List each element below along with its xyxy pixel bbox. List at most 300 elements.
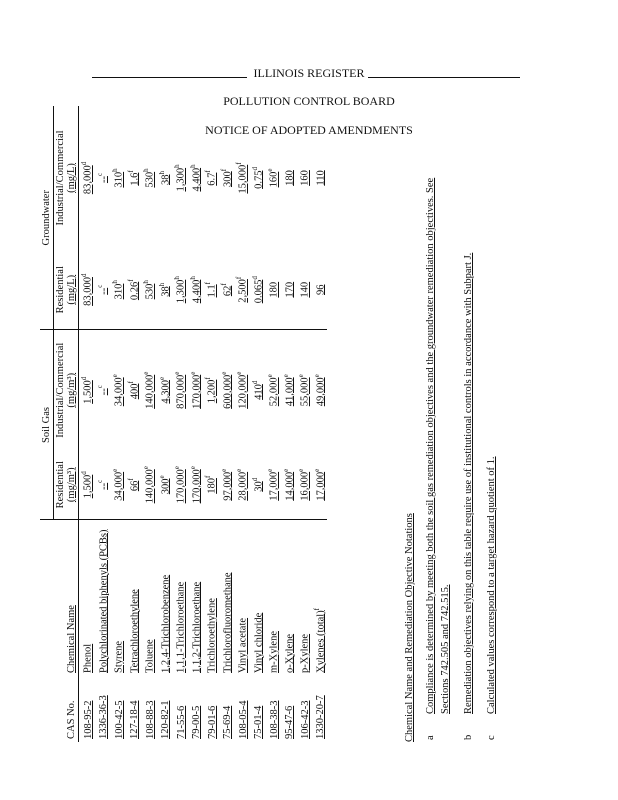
cas-cell-text: 108-95-2 bbox=[82, 700, 94, 739]
sg-industrial-cell-text: 410 bbox=[253, 384, 264, 400]
gw-industrial-cell-text: 1.6 bbox=[129, 172, 140, 186]
gw-industrial-cell bbox=[219, 106, 235, 250]
gw-residential-cell-text: 62 bbox=[222, 285, 233, 297]
gw-industrial-cell-footnote: h bbox=[173, 164, 181, 168]
gw-residential-cell-footnote: h bbox=[173, 276, 181, 280]
sg-residential-cell-footnote: e bbox=[173, 466, 181, 470]
sg-industrial-unit: (mg/m³) bbox=[66, 372, 77, 408]
cas-cell-text: 71-55-6 bbox=[175, 705, 187, 739]
sg-industrial-cell-footnote: e bbox=[219, 371, 228, 375]
cas-cell bbox=[219, 676, 235, 742]
table-row bbox=[188, 106, 204, 742]
gw-residential-cell-footnote: f bbox=[204, 282, 212, 285]
gw-residential-label: Residential bbox=[55, 266, 66, 314]
gw-industrial-cell-text: 6.7 bbox=[206, 172, 218, 186]
cas-cell-text: 1336-36-3 bbox=[98, 695, 109, 739]
gw-residential-cell-text: -- bbox=[98, 287, 109, 295]
table-row bbox=[250, 106, 266, 742]
gw-residential-cell-footnote: h bbox=[111, 280, 119, 284]
note-mark: b bbox=[463, 734, 474, 740]
sg-residential-cell-text: 170,000 bbox=[191, 469, 202, 504]
sg-residential-cell-text: 97,000 bbox=[222, 471, 233, 501]
gw-residential-cell-text: 4,400 bbox=[191, 279, 202, 304]
sg-industrial-cell bbox=[234, 330, 250, 450]
table-row bbox=[157, 106, 173, 742]
cas-cell-text: 79-01-6 bbox=[206, 705, 218, 739]
sg-industrial-cell bbox=[312, 330, 328, 450]
gw-industrial-cell bbox=[234, 106, 250, 250]
cas-cell bbox=[281, 676, 297, 742]
gw-residential-cell-text: 83,000 bbox=[82, 277, 94, 306]
gw-residential-cell bbox=[296, 250, 312, 330]
sg-residential-cell-footnote: e bbox=[266, 468, 274, 472]
gw-industrial-cell-text: 530 bbox=[144, 171, 156, 188]
table-row bbox=[219, 106, 235, 742]
gw-residential-cell-text: 0.26 bbox=[129, 281, 140, 301]
sg-residential-cell-text: 16,000 bbox=[299, 471, 311, 501]
gw-industrial-cell bbox=[141, 106, 157, 250]
chemical-name-header-text: Chemical Name bbox=[66, 605, 77, 673]
note-text: Compliance is determined by meeting both the soil gas remediation objectives and the groundwater remediation objectives. See Sections 742.505 and 742.515. bbox=[425, 177, 451, 714]
sg-residential-cell-footnote: e bbox=[219, 468, 228, 472]
gw-industrial-cell-text: 180 bbox=[284, 170, 295, 186]
gw-industrial-label: Industrial/Commercial bbox=[55, 130, 66, 226]
gw-residential-cell-footnote: h bbox=[188, 276, 197, 280]
sg-residential-cell-footnote: c bbox=[95, 479, 104, 483]
gw-industrial-cell bbox=[157, 106, 173, 250]
sg-residential-cell-footnote: e bbox=[297, 468, 305, 472]
chemical-name-cell bbox=[172, 520, 188, 676]
chemical-name-cell-text: Trichloroethylene bbox=[206, 598, 218, 673]
gw-residential-header bbox=[54, 250, 79, 330]
chemical-name-cell-text: Polychlorinated biphenyls (PCBs) bbox=[98, 529, 109, 673]
chemical-name-cell-text: Styrene bbox=[113, 640, 125, 673]
sg-industrial-cell-footnote: e bbox=[111, 374, 119, 378]
sg-residential-cell-footnote: e bbox=[111, 468, 119, 472]
table-row bbox=[110, 106, 126, 742]
sg-industrial-cell-text: 49,000 bbox=[315, 377, 326, 407]
sg-industrial-cell bbox=[296, 330, 312, 450]
gw-residential-unit: (mg/L) bbox=[66, 274, 77, 305]
cas-cell-text: 75-69-4 bbox=[222, 705, 233, 739]
sg-residential-cell-footnote: f bbox=[126, 478, 135, 481]
notes-list bbox=[423, 142, 499, 742]
sg-residential-cell-text: 17,000 bbox=[315, 471, 326, 501]
sg-industrial-cell bbox=[110, 330, 126, 450]
chemical-name-cell-text: 1,2,4-Trichlorobenzene bbox=[160, 574, 171, 673]
sg-industrial-cell-footnote: e bbox=[157, 376, 166, 380]
chemical-name-cell bbox=[250, 520, 266, 676]
cas-cell-text: 95-47-6 bbox=[284, 705, 295, 739]
sg-residential-label: Residential bbox=[55, 461, 66, 509]
gw-industrial-cell-footnote: e bbox=[266, 168, 274, 172]
note-item bbox=[461, 142, 476, 742]
cas-cell bbox=[110, 676, 126, 742]
chemical-name-cell bbox=[296, 520, 312, 676]
sg-industrial-cell-footnote: e bbox=[281, 374, 290, 378]
sg-residential-cell-footnote: e bbox=[281, 468, 290, 472]
gw-industrial-cell-text: 310 bbox=[113, 171, 125, 188]
gw-industrial-cell bbox=[250, 106, 266, 250]
sg-residential-cell bbox=[188, 450, 204, 520]
gw-industrial-cell bbox=[312, 106, 328, 250]
gw-industrial-cell-footnote: h bbox=[142, 168, 150, 172]
remediation-table bbox=[40, 106, 327, 742]
gw-industrial-cell bbox=[203, 106, 219, 250]
gw-industrial-cell-text: 15,000 bbox=[237, 164, 249, 194]
gw-residential-cell bbox=[281, 250, 297, 330]
gw-industrial-cell-text: 110 bbox=[315, 170, 326, 186]
gw-industrial-cell bbox=[110, 106, 126, 250]
sg-residential-cell bbox=[157, 450, 173, 520]
cas-cell-text: 79-00-5 bbox=[191, 705, 202, 739]
chemical-name-cell-text: Trichlorofluoromethane bbox=[222, 572, 233, 673]
sg-residential-cell-text: 180 bbox=[206, 478, 218, 494]
notes-heading bbox=[402, 142, 417, 742]
gw-residential-cell-text: 1.1 bbox=[206, 284, 218, 298]
sg-industrial-cell bbox=[265, 330, 281, 450]
sg-industrial-cell-footnote: c bbox=[95, 385, 104, 389]
gw-residential-cell bbox=[110, 250, 126, 330]
sg-residential-cell-footnote: d bbox=[80, 471, 88, 475]
gw-industrial-cell-text: 300 bbox=[222, 171, 233, 188]
cas-cell bbox=[172, 676, 188, 742]
gw-residential-cell-text: 180 bbox=[268, 281, 280, 298]
sg-residential-cell bbox=[250, 450, 266, 520]
gw-industrial-cell-text: -- bbox=[98, 176, 109, 184]
table-row bbox=[79, 106, 95, 742]
cas-cell-text: 106-42-3 bbox=[299, 700, 311, 739]
gw-industrial-cell-footnote: h bbox=[188, 164, 197, 168]
chemical-name-cell-text: Vinyl acetate bbox=[237, 617, 249, 673]
chemical-name-cell bbox=[234, 520, 250, 676]
gw-industrial-cell bbox=[281, 106, 297, 250]
sg-industrial-cell-footnote: d bbox=[250, 380, 259, 385]
cas-cell bbox=[296, 676, 312, 742]
gw-industrial-cell-text: 160 bbox=[299, 170, 311, 186]
sg-residential-cell-text: 14,000 bbox=[284, 471, 295, 501]
gw-residential-cell bbox=[188, 250, 204, 330]
sg-residential-cell-footnote: d bbox=[250, 477, 259, 482]
sg-residential-cell-text: 34,000 bbox=[113, 471, 125, 501]
chemical-name-cell bbox=[312, 520, 328, 676]
chemical-name-cell-text: Tetrachloroethylene bbox=[129, 589, 140, 673]
note-text: Remediation objectives relying on this table require use of institutional controls in accordance with Subpart J. bbox=[463, 252, 474, 714]
chemical-name-cell-text: 1,1,1-Trichloroethane bbox=[175, 581, 187, 673]
chemical-name-header bbox=[54, 520, 79, 676]
chemical-name-cell bbox=[265, 520, 281, 676]
table-row bbox=[95, 106, 111, 742]
sg-industrial-cell-footnote: e bbox=[312, 374, 321, 378]
gw-industrial-cell-footnote: f bbox=[204, 170, 212, 173]
sg-residential-cell bbox=[281, 450, 297, 520]
sg-residential-cell bbox=[126, 450, 142, 520]
sg-residential-cell bbox=[95, 450, 111, 520]
gw-industrial-cell bbox=[188, 106, 204, 250]
sg-industrial-cell bbox=[157, 330, 173, 450]
sg-residential-cell bbox=[312, 450, 328, 520]
sg-residential-cell bbox=[203, 450, 219, 520]
gw-residential-cell-footnote: c bbox=[95, 284, 104, 288]
gw-residential-cell bbox=[79, 250, 95, 330]
sg-industrial-cell bbox=[172, 330, 188, 450]
notice-title: NOTICE OF ADOPTED AMENDMENTS bbox=[205, 123, 413, 137]
chemical-name-cell-footnote: f bbox=[312, 607, 321, 611]
sg-residential-cell-text: -- bbox=[98, 482, 109, 490]
gw-industrial-cell-footnote: d bbox=[80, 161, 88, 166]
gw-residential-cell bbox=[265, 250, 281, 330]
sg-industrial-cell-text: 140,000 bbox=[144, 374, 156, 409]
chemical-name-cell-text: o-Xylene bbox=[284, 633, 295, 673]
table-row bbox=[234, 106, 250, 742]
gw-industrial-cell bbox=[296, 106, 312, 250]
sg-residential-cell bbox=[234, 450, 250, 520]
sg-industrial-cell bbox=[126, 330, 142, 450]
gw-residential-cell-text: 96 bbox=[315, 284, 326, 295]
gw-industrial-header bbox=[54, 106, 79, 250]
gw-industrial-cell bbox=[172, 106, 188, 250]
gw-residential-cell-text: 140 bbox=[299, 281, 311, 298]
sg-industrial-cell-text: 170,000 bbox=[191, 374, 202, 409]
sg-industrial-cell-text: 34,000 bbox=[113, 377, 125, 407]
chemical-name-cell-text: Vinyl chloride bbox=[253, 612, 264, 673]
table-body bbox=[79, 106, 328, 742]
sg-residential-cell-text: 170,000 bbox=[175, 469, 187, 504]
gw-residential-cell bbox=[203, 250, 219, 330]
register-title: ILLINOIS REGISTER bbox=[253, 66, 365, 80]
chemical-name-cell-text: 1,1,2-Trichloroethane bbox=[191, 581, 202, 673]
sg-industrial-cell bbox=[203, 330, 219, 450]
groundwater-group-header: Groundwater bbox=[40, 106, 54, 330]
cas-header: CAS No. bbox=[66, 700, 77, 739]
table-row bbox=[281, 106, 297, 742]
gw-residential-cell-text: 310 bbox=[113, 283, 125, 300]
sg-industrial-cell-footnote: e bbox=[297, 374, 305, 378]
sg-residential-cell bbox=[79, 450, 95, 520]
gw-industrial-cell-text: 83,000 bbox=[82, 165, 94, 195]
sg-residential-cell bbox=[110, 450, 126, 520]
board-title: POLLUTION CONTROL BOARD bbox=[223, 94, 395, 108]
chemical-name-cell bbox=[95, 520, 111, 676]
sg-industrial-cell-footnote: e bbox=[188, 371, 197, 375]
chemical-name-cell-text: p-Xylene bbox=[299, 633, 311, 673]
gw-industrial-unit: (mg/L) bbox=[66, 163, 77, 193]
cas-cell-text: 100-42-5 bbox=[113, 700, 125, 739]
table-row bbox=[312, 106, 328, 742]
table-row bbox=[203, 106, 219, 742]
sg-industrial-label: Industrial/Commercial bbox=[55, 342, 66, 438]
sg-residential-cell-text: 17,000 bbox=[268, 471, 280, 501]
sg-residential-cell bbox=[141, 450, 157, 520]
sg-residential-cell-footnote: e bbox=[142, 466, 150, 470]
chemical-name-cell bbox=[188, 520, 204, 676]
sg-industrial-cell-footnote: e bbox=[142, 371, 150, 375]
sg-industrial-cell-text: 870,000 bbox=[175, 374, 187, 409]
chemical-name-cell bbox=[203, 520, 219, 676]
chemical-name-cell-text: Phenol bbox=[82, 643, 94, 673]
gw-residential-cell-footnote: f bbox=[235, 276, 243, 280]
gw-industrial-cell-text: 1,300 bbox=[175, 167, 187, 192]
sg-industrial-cell-text: 52,000 bbox=[268, 377, 280, 407]
sg-residential-cell bbox=[172, 450, 188, 520]
sg-residential-cell-text: 66 bbox=[129, 480, 140, 492]
gw-industrial-cell-footnote: f bbox=[126, 170, 135, 173]
note-item bbox=[484, 142, 499, 742]
cas-cell-text: 120-82-1 bbox=[160, 700, 171, 739]
sg-residential-cell-footnote: e bbox=[235, 468, 243, 472]
gw-residential-cell-text: 0.065 bbox=[253, 279, 264, 304]
cas-cell bbox=[203, 676, 219, 742]
gw-residential-cell-footnote: d bbox=[80, 273, 88, 278]
cas-cell-text: 108-38-3 bbox=[268, 700, 280, 739]
gw-residential-cell-text: 38 bbox=[160, 286, 171, 297]
sg-industrial-cell bbox=[250, 330, 266, 450]
sg-industrial-cell-footnote: d bbox=[80, 376, 88, 381]
gw-industrial-cell-text: 0.75 bbox=[253, 170, 264, 189]
chemical-name-cell bbox=[219, 520, 235, 676]
sg-residential-cell-footnote: e bbox=[157, 475, 166, 479]
gw-residential-cell bbox=[250, 250, 266, 330]
chemical-name-cell bbox=[141, 520, 157, 676]
cas-cell bbox=[157, 676, 173, 742]
sg-residential-cell-text: 140,000 bbox=[144, 469, 156, 504]
gw-residential-cell bbox=[95, 250, 111, 330]
sg-industrial-cell-text: 400 bbox=[129, 383, 140, 400]
sg-residential-cell-text: 28,000 bbox=[237, 471, 249, 501]
gw-industrial-cell-footnote: f bbox=[219, 168, 228, 172]
gw-residential-cell-text: 170 bbox=[284, 281, 295, 298]
gw-industrial-cell-text: 38 bbox=[160, 174, 171, 185]
sg-industrial-cell-footnote: e bbox=[266, 374, 274, 378]
sg-industrial-cell-text: 55,000 bbox=[299, 377, 311, 407]
sg-industrial-cell bbox=[141, 330, 157, 450]
note-item bbox=[423, 142, 453, 742]
sg-industrial-cell bbox=[219, 330, 235, 450]
cas-cell-text: 127-18-4 bbox=[129, 700, 140, 739]
cas-cell bbox=[95, 676, 111, 742]
chemical-name-cell bbox=[110, 520, 126, 676]
gw-industrial-cell-text: 4,400 bbox=[191, 167, 202, 192]
gw-residential-cell-footnote: f bbox=[219, 283, 228, 286]
gw-residential-cell-footnote: h bbox=[157, 282, 166, 287]
cas-cell-text: 108-88-3 bbox=[144, 700, 156, 739]
cas-cell-text: 1330-20-7 bbox=[315, 695, 326, 739]
gw-residential-cell-text: 2,500 bbox=[237, 279, 249, 303]
sg-industrial-header bbox=[54, 330, 79, 450]
sg-residential-cell-text: 1,500 bbox=[82, 474, 94, 499]
sg-residential-header bbox=[54, 450, 79, 520]
chemical-name-cell bbox=[79, 520, 95, 676]
gw-residential-cell bbox=[126, 250, 142, 330]
gw-residential-cell bbox=[219, 250, 235, 330]
cas-cell bbox=[250, 676, 266, 742]
gw-industrial-cell bbox=[79, 106, 95, 250]
sg-residential-cell-footnote: e bbox=[312, 468, 321, 472]
chemical-name-cell-text: Toluene bbox=[144, 639, 156, 673]
cas-cell bbox=[312, 676, 328, 742]
cas-cell-text: 108-05-4 bbox=[237, 700, 249, 739]
sg-industrial-cell-footnote: e bbox=[173, 371, 181, 375]
chemical-name-cell bbox=[126, 520, 142, 676]
cas-cell bbox=[79, 676, 95, 742]
chemical-name-cell-text: m-Xylene bbox=[268, 631, 280, 673]
sg-residential-cell bbox=[219, 450, 235, 520]
gw-residential-cell-footnote: f bbox=[126, 279, 135, 282]
gw-industrial-cell bbox=[265, 106, 281, 250]
notes-heading-text: Chemical Name and Remediation Objective Notations bbox=[404, 513, 415, 742]
gw-residential-cell bbox=[157, 250, 173, 330]
gw-residential-cell bbox=[141, 250, 157, 330]
chemical-name-cell-text: Xylenes (total) bbox=[315, 610, 326, 673]
gw-industrial-cell-footnote: d bbox=[250, 167, 259, 171]
sg-industrial-cell-text: 1,200 bbox=[206, 379, 218, 404]
cas-cell bbox=[234, 676, 250, 742]
note-mark: c bbox=[486, 735, 497, 740]
gw-residential-cell bbox=[312, 250, 328, 330]
sg-residential-cell bbox=[265, 450, 281, 520]
table-row bbox=[172, 106, 188, 742]
rotated-table-page bbox=[40, 82, 560, 742]
sg-industrial-cell-text: 600,000 bbox=[222, 374, 233, 409]
sg-industrial-cell-text: 1,500 bbox=[82, 380, 94, 404]
sg-industrial-cell-footnote: e bbox=[235, 371, 243, 375]
table-row bbox=[265, 106, 281, 742]
sg-industrial-cell-text: -- bbox=[98, 388, 109, 396]
sg-industrial-cell bbox=[188, 330, 204, 450]
sg-industrial-cell bbox=[95, 330, 111, 450]
sg-industrial-cell bbox=[79, 330, 95, 450]
gw-residential-cell bbox=[234, 250, 250, 330]
note-mark: a bbox=[425, 735, 436, 740]
chemical-name-cell bbox=[281, 520, 297, 676]
sg-residential-cell-text: 30 bbox=[253, 481, 264, 492]
sg-industrial-cell-text: 4,300 bbox=[160, 379, 171, 404]
gw-residential-cell-text: 1,300 bbox=[175, 279, 187, 304]
sg-industrial-cell bbox=[281, 330, 297, 450]
register-rule-right bbox=[368, 77, 520, 78]
gw-industrial-cell-footnote: h bbox=[111, 168, 119, 172]
sg-industrial-cell-footnote: f bbox=[204, 377, 212, 380]
cas-cell-text: 75-01-4 bbox=[253, 705, 264, 739]
sg-residential-cell bbox=[296, 450, 312, 520]
cas-cell bbox=[126, 676, 142, 742]
gw-residential-cell bbox=[172, 250, 188, 330]
note-text: Calculated values correspond to a target hazard quotient of 1. bbox=[486, 456, 497, 714]
gw-industrial-cell bbox=[126, 106, 142, 250]
gw-industrial-cell-footnote: h bbox=[157, 170, 166, 175]
blank-head bbox=[40, 676, 54, 742]
gw-industrial-cell-text: 160 bbox=[268, 171, 280, 188]
chemical-name-cell bbox=[157, 520, 173, 676]
blank-head bbox=[40, 520, 54, 676]
cas-cell bbox=[188, 676, 204, 742]
sg-industrial-cell-text: 41,000 bbox=[284, 377, 295, 407]
sg-residential-cell-text: 300 bbox=[160, 478, 171, 495]
gw-residential-cell-footnote: h bbox=[142, 280, 150, 284]
cas-cell bbox=[265, 676, 281, 742]
cas-cell bbox=[141, 676, 157, 742]
notes-section bbox=[402, 142, 507, 742]
gw-industrial-cell-footnote: f bbox=[235, 162, 243, 165]
table-row bbox=[296, 106, 312, 742]
sg-residential-cell-footnote: f bbox=[204, 475, 212, 479]
sg-industrial-cell-footnote: f bbox=[126, 381, 135, 384]
sg-residential-unit: (mg/m³) bbox=[66, 467, 77, 503]
gw-residential-cell-text: 530 bbox=[144, 283, 156, 300]
table-row bbox=[141, 106, 157, 742]
sg-residential-cell-footnote: e bbox=[188, 466, 197, 470]
soil-gas-group-header: Soil Gas bbox=[40, 330, 54, 520]
